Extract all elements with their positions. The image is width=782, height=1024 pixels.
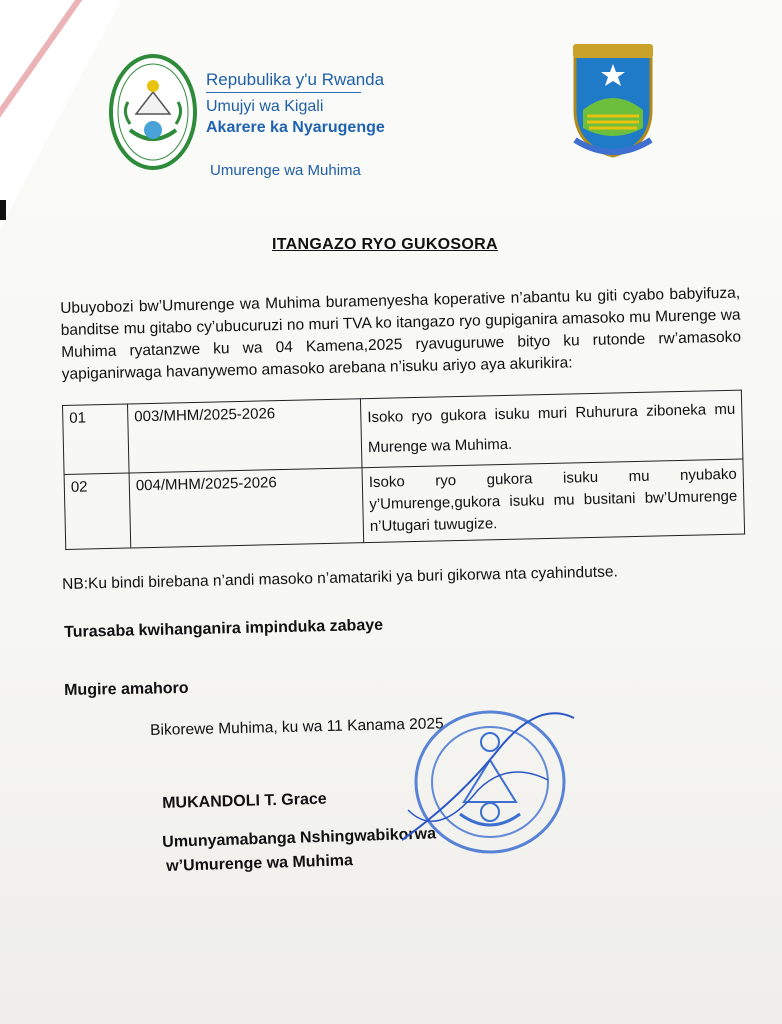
edge-shadow	[0, 200, 6, 220]
rwanda-coat-of-arms-logo	[108, 52, 198, 172]
sector-name: Umurenge wa Muhima	[210, 162, 361, 179]
place-date: Bikorewe Muhima, ku wa 11 Kanama 2025	[150, 715, 444, 739]
institution-header	[206, 70, 385, 139]
tender-number: 01	[63, 404, 130, 474]
official-stamp	[398, 690, 578, 860]
apology-text: Turasaba kwihanganira impinduka zabaye	[64, 616, 384, 641]
signer-title: Umunyamabanga Nshingwabikorwa	[162, 825, 437, 851]
signer-title-line2: w’Umurenge wa Muhima	[166, 852, 354, 875]
tender-number: 02	[64, 473, 131, 549]
paper-corner	[0, 0, 121, 230]
district-name: Akarere ka Nyarugenge	[206, 119, 385, 136]
tender-reference: 004/MHM/2025-2026	[129, 468, 364, 548]
header-rule	[206, 92, 361, 93]
tender-description: Isoko ryo gukora isuku mu nyubako y’Umurenge,gukora isuku mu busitani bw’Umurenge n’Utugari tuwugize.	[362, 459, 745, 543]
tender-reference: 003/MHM/2025-2026	[127, 399, 362, 473]
notice-body: Ubuyobozi bw’Umurenge wa Muhima buramenyesha koperative n’abantu ku giti cyabo babyifuza, banditse mu gitabo cy’ubucuruzi no muri TVA ko itangazo ryo gupiganira amasoko mu Murenge wa Muhima ryatanzwe ku wa 04 Kamena,2025 ryavuguruwe bityo ku rutonde rw’amasoko yapiganirwaga havanywemo amasoko arebana n’isuku ariyo aya akurikira:	[60, 284, 742, 383]
kigali-city-logo	[565, 40, 661, 158]
tender-description: Isoko ryo gukora isuku muri Ruhurura ziboneka mu Murenge wa Muhima.	[360, 390, 742, 468]
table-row	[64, 459, 745, 549]
signer-name: MUKANDOLI T. Grace	[162, 790, 327, 812]
notice-title: ITANGAZO RYO GUKOSORA	[272, 236, 498, 253]
closing-text: Mugire amahoro	[64, 679, 189, 699]
city-name: Umujyi wa Kigali	[206, 98, 324, 115]
tender-table	[62, 390, 745, 550]
country-name: Repubulika y'u Rwanda	[206, 70, 385, 89]
nb-note: NB:Ku bindi birebana n’andi masoko n’amatariki ya buri gikorwa nta cyahindutse.	[62, 563, 618, 593]
